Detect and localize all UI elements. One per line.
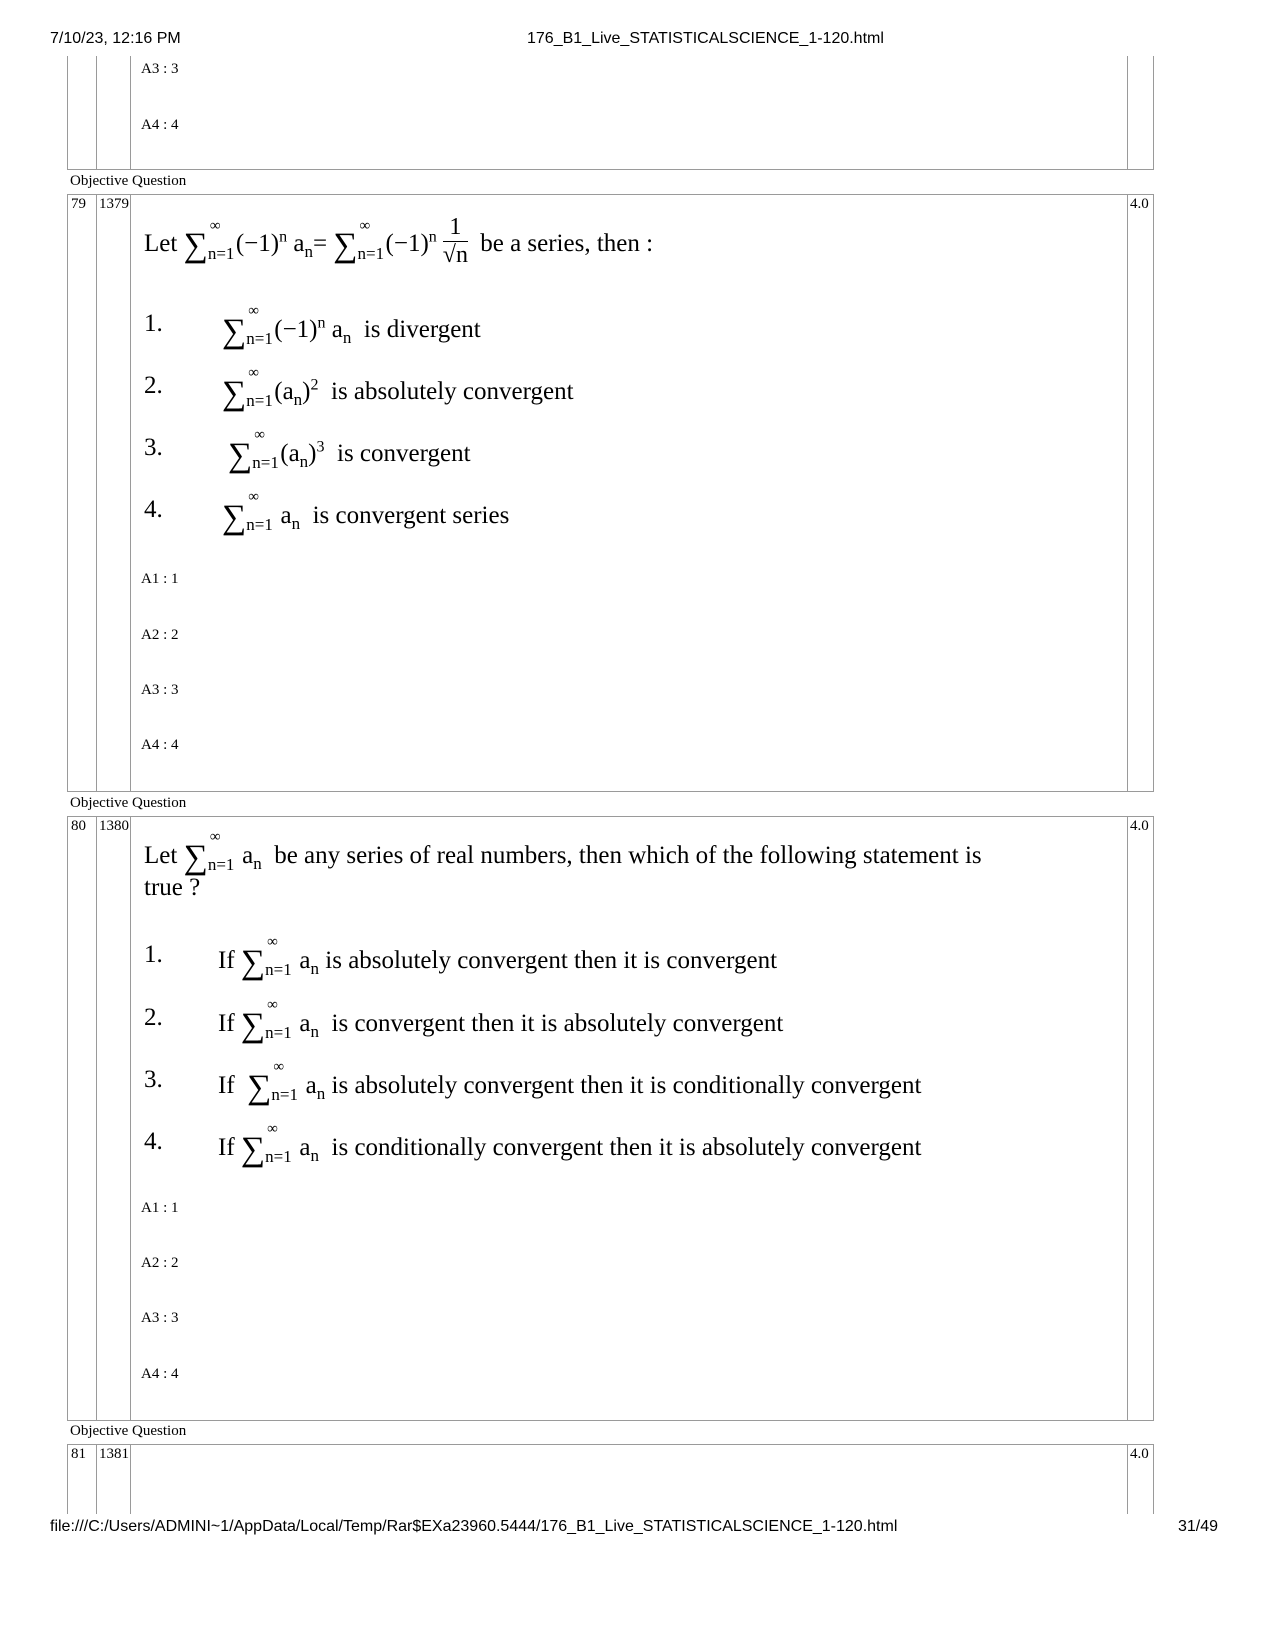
option-number: 2.: [144, 372, 163, 399]
print-datetime: 7/10/23, 12:16 PM: [50, 30, 181, 47]
option-number: 1.: [144, 941, 163, 968]
question-id: 1381: [99, 1446, 129, 1462]
option-formula: ∑ ∞ n=1 $a_n$: [240, 997, 320, 1044]
option-formula: ∑ ∞ n=1 $(a_n)^2$ is absolutely convergent: [222, 365, 574, 412]
answer-a4: A4 : 4: [141, 1366, 179, 1382]
cell-sno: [67, 56, 97, 170]
option-1: [144, 303, 481, 350]
stem-formula: ∑ ∞ n=1 $(-1)^n$ $a_n=$ ∑ ∞ n=1 $(-1)^n$ $\frac{1}{√n}$: [183, 214, 468, 268]
cell-sno: [67, 816, 97, 1421]
option-formula: ∑ ∞ n=1 $a_n$: [240, 934, 320, 981]
option-text: is conditionally convergent then it is absolutely convergent: [331, 1134, 922, 1161]
answer-a4: A4 : 4: [141, 737, 179, 753]
option-text: is convergent: [337, 440, 471, 467]
question-stem: [144, 214, 654, 273]
stem-prefix: Let: [144, 230, 178, 258]
option-formula: ∑ ∞ n=1 $a_n$: [247, 1059, 326, 1106]
option-text: is absolutely convergent then it is convergent: [325, 947, 778, 974]
option-number: 2.: [144, 1004, 163, 1031]
question-type-label: Objective Question: [70, 1423, 187, 1439]
cell-qid: [96, 56, 131, 170]
option-if: If: [218, 1134, 235, 1161]
serial-number: 79: [71, 196, 86, 212]
option-2: [144, 997, 784, 1044]
option-formula: ∑ ∞ n=1 $(-1)^n$ $a_n$ is divergent: [222, 303, 481, 350]
option-3: [144, 427, 471, 474]
answer-a1: A1 : 1: [141, 1200, 179, 1216]
question-id: 1380: [99, 818, 129, 834]
stem-prefix: Let: [144, 842, 178, 869]
option-number: 1.: [144, 310, 163, 337]
option-4: [144, 489, 510, 536]
question-type-label: Objective Question: [70, 173, 187, 189]
question-id: 1379: [99, 196, 129, 212]
marks: 4.0: [1130, 1446, 1149, 1462]
option-if: If: [218, 1072, 235, 1099]
print-title: 176_B1_Live_STATISTICALSCIENCE_1-120.html: [527, 30, 884, 47]
option-text: is divergent: [363, 316, 481, 343]
cell-marks: [1127, 56, 1154, 170]
answer-a2: A2 : 2: [141, 1255, 179, 1271]
option-formula: ∑ ∞ n=1 $a_n$ is convergent series: [222, 489, 510, 536]
option-if: If: [218, 947, 235, 974]
option-4: [144, 1121, 922, 1168]
marks: 4.0: [1130, 818, 1149, 834]
marks: 4.0: [1130, 196, 1149, 212]
option-number: 4.: [144, 496, 163, 523]
stem-suffix: be any series of real numbers, then which of the following statement is: [274, 842, 982, 869]
answer-a2: A2 : 2: [141, 627, 179, 643]
question-stem: [144, 829, 982, 876]
cell-sno: [67, 194, 97, 792]
option-3: [144, 1059, 922, 1106]
option-number: 4.: [144, 1128, 163, 1155]
option-text: is convergent series: [312, 502, 510, 529]
cell-marks: [1127, 816, 1154, 1421]
option-text: is absolutely convergent then it is conditionally convergent: [331, 1072, 922, 1099]
answer-a3: A3 : 3: [141, 61, 179, 77]
stem-formula: ∑ ∞ n=1 $a_n$: [183, 829, 262, 876]
option-formula: ∑ ∞ n=1 $(a_n)^3$ is convergent: [228, 427, 471, 474]
cell-qid: [96, 816, 131, 1421]
option-text: is absolutely convergent: [331, 378, 574, 405]
option-2: [144, 365, 574, 412]
answer-a4: A4 : 4: [141, 117, 179, 133]
option-1: [144, 934, 778, 981]
question-type-label: Objective Question: [70, 795, 187, 811]
option-text: is convergent then it is absolutely convergent: [331, 1010, 784, 1037]
cell-question: [130, 816, 1128, 1421]
answer-a3: A3 : 3: [141, 682, 179, 698]
answer-a3: A3 : 3: [141, 1310, 179, 1326]
cell-marks: [1127, 194, 1154, 792]
cell-question: [130, 1444, 1128, 1514]
cell-qid: [96, 194, 131, 792]
option-if: If: [218, 1010, 235, 1037]
option-number: 3.: [144, 434, 163, 461]
option-number: 3.: [144, 1066, 163, 1093]
question-stem-line2: true ?: [144, 874, 201, 901]
option-formula: ∑ ∞ n=1 $a_n$: [240, 1121, 320, 1168]
stem-suffix: be a series, then :: [480, 230, 654, 258]
cell-question: [130, 56, 1128, 170]
page-number: 31/49: [1178, 1518, 1219, 1535]
serial-number: 81: [71, 1446, 86, 1462]
cell-question: [130, 194, 1128, 792]
answer-a1: A1 : 1: [141, 571, 179, 587]
print-file-path: file:///C:/Users/ADMINI~1/AppData/Local/Temp/Rar$EXa23960.5444/176_B1_Live_STATISTICALSCIENCE_1-120.html: [50, 1518, 898, 1535]
serial-number: 80: [71, 818, 86, 834]
